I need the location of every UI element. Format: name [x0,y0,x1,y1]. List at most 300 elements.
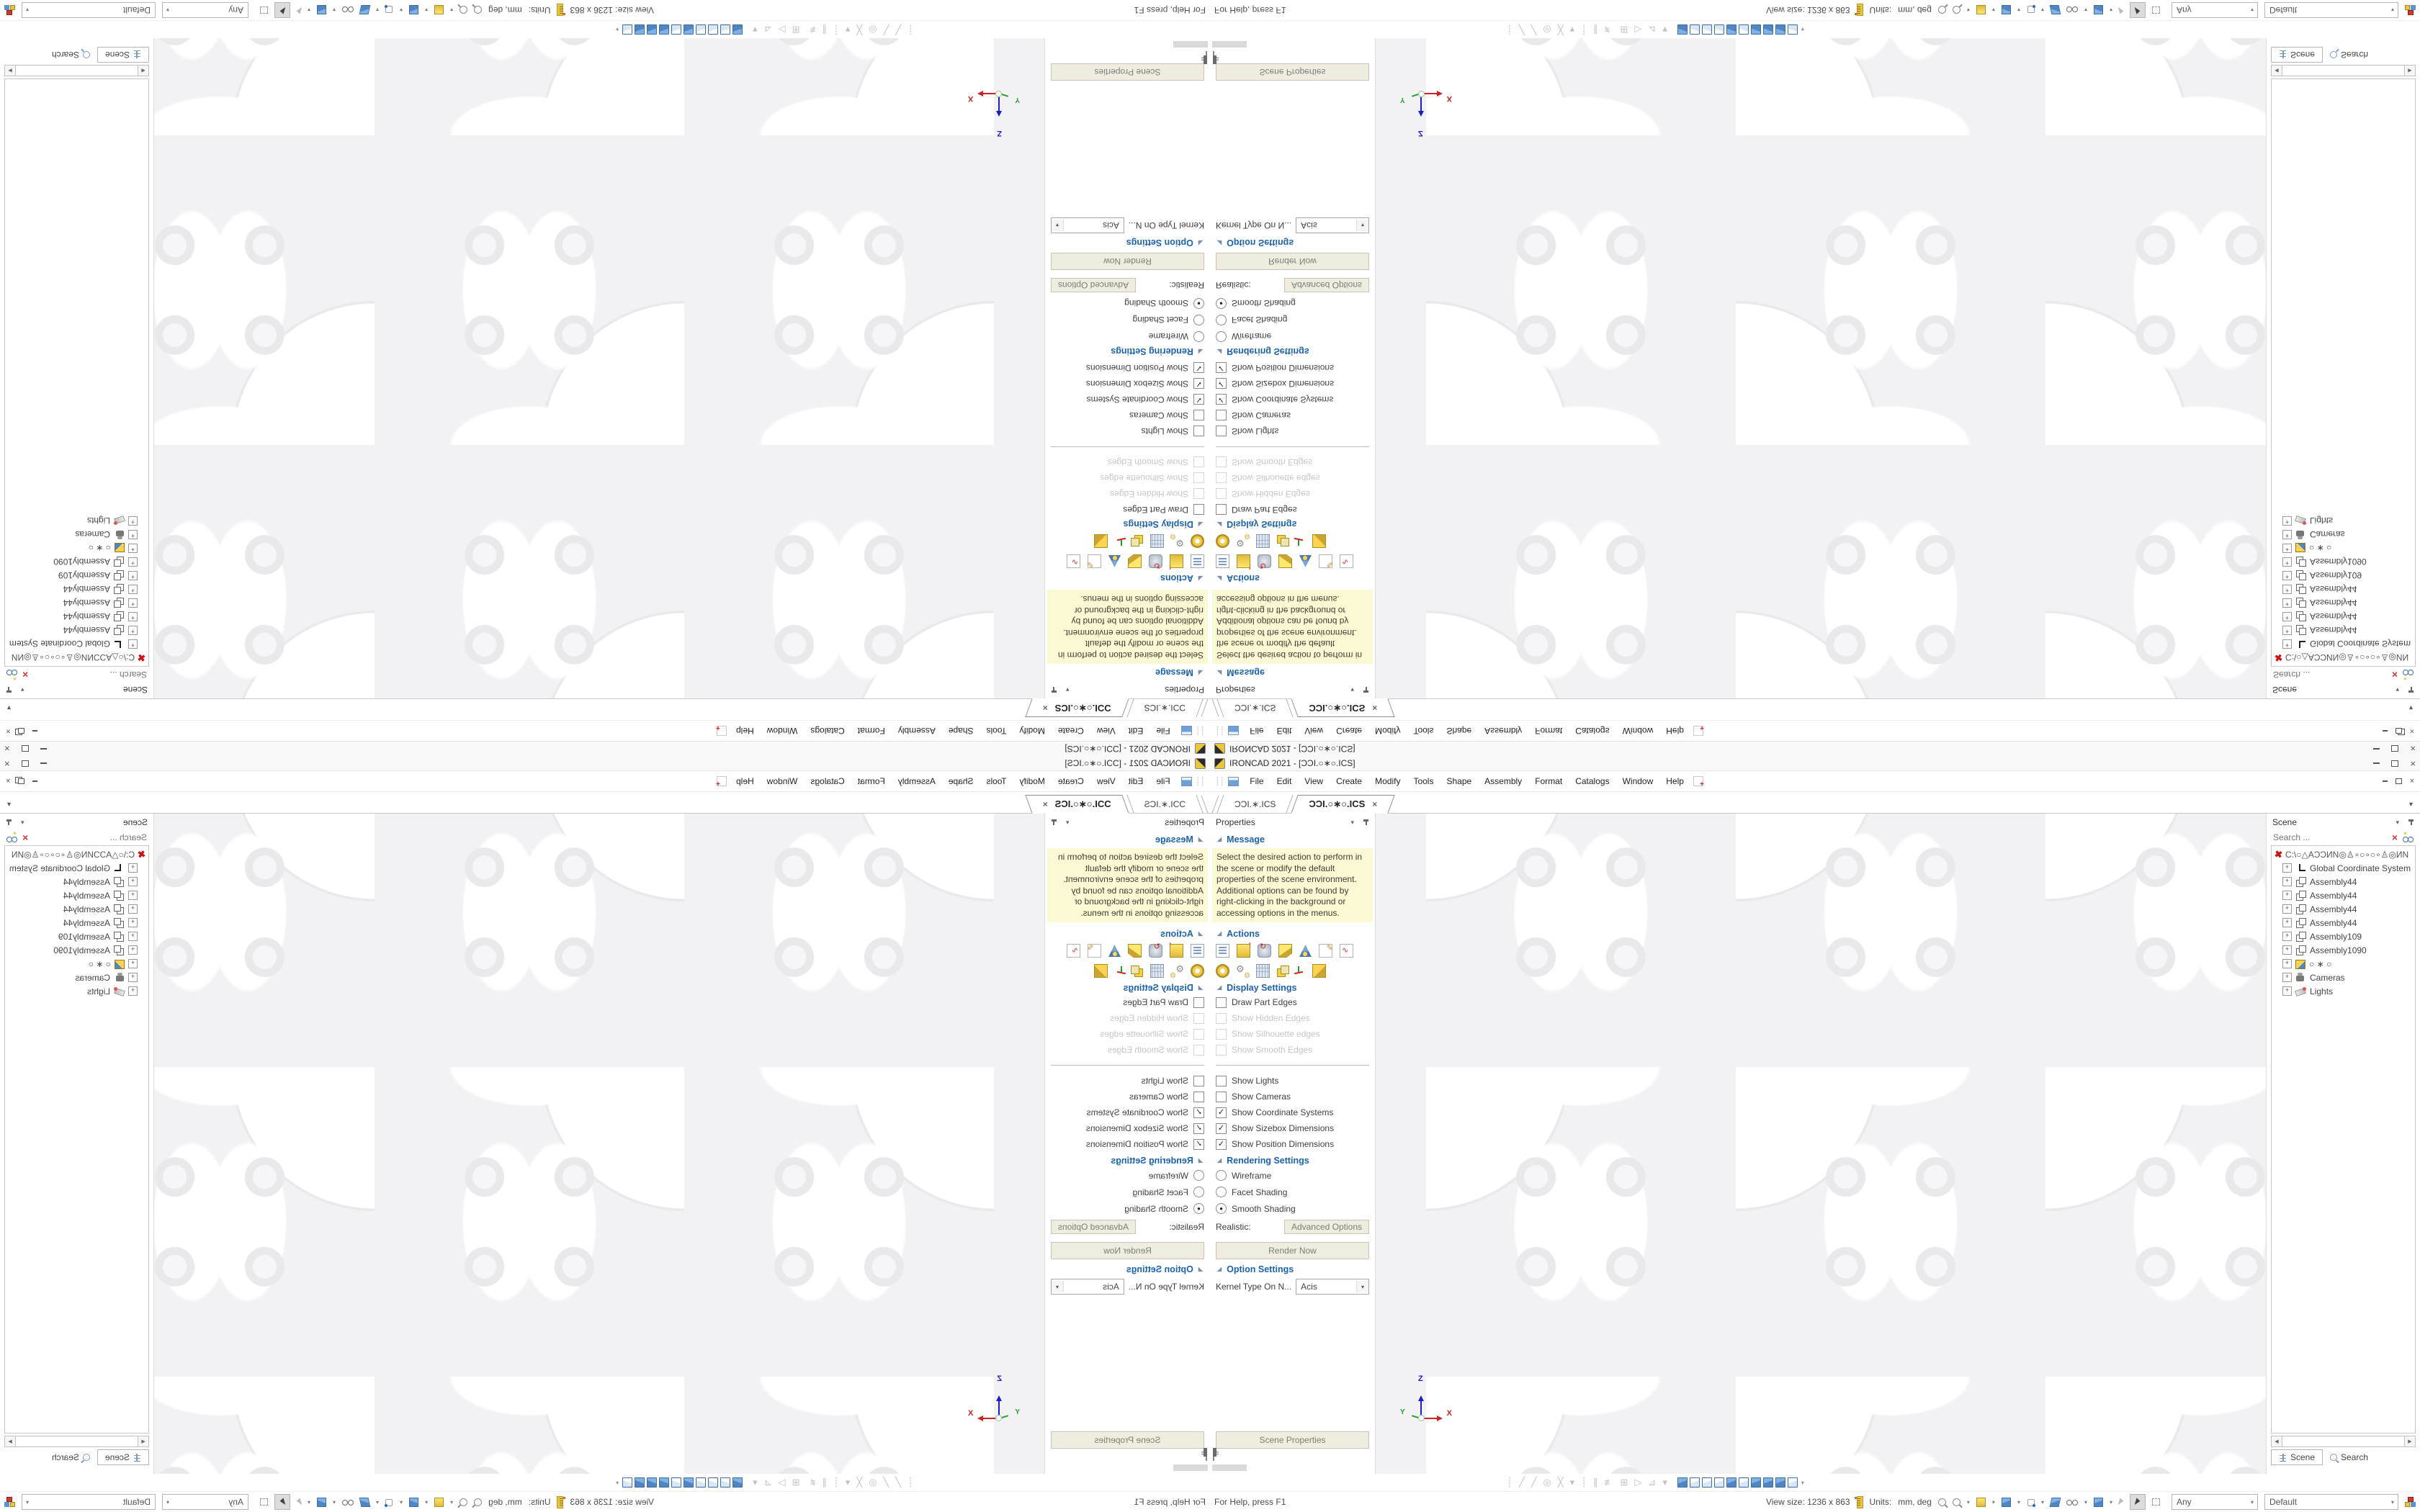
polyline-tool-icon[interactable]: ╱ [1531,24,1537,35]
expander-icon[interactable]: + [2282,959,2292,968]
view-cube-icon[interactable] [696,24,706,35]
ruler-icon[interactable] [1857,4,1863,17]
expander-icon[interactable]: + [2282,557,2292,567]
check-show-position-dimensions[interactable]: ✓ Show Position Dimensions [1045,1136,1210,1152]
tree-item-cameras[interactable]: + Cameras [6,971,144,984]
grid-table-icon[interactable] [1150,534,1164,548]
polyline-tool-icon[interactable]: ╱ [1531,1477,1537,1488]
pattern-tool-icon[interactable]: ≢ [1604,1477,1614,1488]
restore-icon[interactable] [22,746,29,752]
kernel-combo[interactable]: Acis ▾ [1051,217,1124,233]
tree-item-cameras[interactable]: + Cameras [6,528,144,541]
option-settings-header[interactable]: ◢ Option Settings [1126,238,1203,248]
radio-button[interactable] [1216,1187,1227,1197]
angle-tool-icon[interactable]: ⊿ [763,24,772,35]
panel-toggle-icon[interactable] [1213,1449,1214,1461]
add-window-icon[interactable] [1693,726,1703,736]
viewport-3d[interactable] [154,814,1044,1474]
view-cube-icon[interactable] [635,1477,645,1488]
menu-edit[interactable]: Edit [1128,776,1144,786]
checkbox[interactable] [1216,1092,1227,1102]
checkbox[interactable] [1193,426,1204,437]
message-section-header[interactable]: ◢ Message [1155,667,1203,678]
tree-item-part[interactable]: + ○ ∗ ○ [2276,957,2414,971]
view-cube-icon[interactable] [659,1477,669,1488]
view-cube-icon[interactable] [1763,24,1773,35]
kernel-combo[interactable]: Acis ▾ [1051,1279,1124,1295]
expander-icon[interactable]: + [128,891,138,900]
panel-toggle-icon[interactable] [1206,1449,1207,1461]
check-show-position-dimensions[interactable]: ✓ Show Position Dimensions [1210,360,1375,376]
document-icon[interactable] [1181,726,1192,736]
message-section-header[interactable]: ◢ Message [1217,667,1265,678]
grid-tool-icon[interactable]: ⊞ [1620,1477,1628,1488]
scroll-left-icon[interactable]: ◀ [138,66,149,77]
scene-properties-button[interactable]: Scene Properties [1051,1431,1204,1449]
menu-view[interactable]: View [1096,776,1116,786]
checkbox[interactable] [1193,1092,1204,1102]
view-cube-icon[interactable] [1739,24,1749,35]
radio-button[interactable]: ● [1216,298,1227,309]
view-cube-icon[interactable] [1751,1477,1761,1488]
panel-toggle-icon[interactable] [1213,51,1214,63]
view-cube-icon[interactable] [1702,24,1712,35]
tree-item-assembly[interactable]: + Assembly1090 [2276,943,2414,957]
viewport-3d[interactable] [1376,38,2266,698]
tree-root-item[interactable] [6,651,147,664]
pin-icon[interactable] [6,687,12,693]
chevron-down-icon[interactable]: ▾ [1356,220,1368,231]
chevron-down-icon[interactable]: ▾ [1966,6,1970,14]
render-now-button[interactable]: Render Now [1051,253,1204,270]
view-cube-icon[interactable] [1739,1477,1749,1488]
view-cube-icon[interactable] [635,24,645,35]
scene-properties-icon[interactable] [1191,944,1204,958]
triad-icon[interactable] [1293,535,1305,547]
revolve-icon[interactable] [1258,944,1271,958]
tab-document-2-active[interactable]: ƆƆI.○∗○.ICS × [1028,795,1126,813]
grid-tool-icon[interactable]: ⊞ [792,24,800,35]
view-cube-icon[interactable] [1714,24,1724,35]
radio-facet-shading[interactable]: Facet Shading [1045,312,1210,328]
shape-mode-icon[interactable] [409,6,418,15]
add-window-icon[interactable] [1693,776,1703,786]
menu-tools[interactable]: Tools [1413,776,1434,786]
chevron-down-icon[interactable]: ▾ [616,26,619,33]
view-cube-icon[interactable] [720,1477,730,1488]
flag-tool-icon[interactable]: ▷ [778,1477,786,1488]
circle-tool-icon[interactable]: ◎ [1543,24,1551,35]
radio-wireframe[interactable]: Wireframe [1210,328,1375,345]
angle-tool-icon[interactable]: ⊿ [1648,1477,1657,1488]
radio-smooth-shading[interactable]: ● Smooth Shading [1045,295,1210,312]
checkbox[interactable] [1216,410,1227,421]
edit-sketch-icon[interactable] [1088,944,1101,958]
tree-item-lights[interactable]: + Lights [6,514,144,528]
expander-icon[interactable]: + [128,986,138,996]
chevron-down-icon[interactable]: ▾ [2084,6,2087,14]
clear-search-icon[interactable]: × [22,669,29,680]
shape-mode-icon[interactable] [409,1498,418,1507]
resize-grip[interactable] [1173,1464,1208,1471]
glasses-icon[interactable] [342,1499,354,1506]
checkbox[interactable]: ✓ [1193,363,1204,374]
chevron-down-icon[interactable]: ▾ [2040,1498,2044,1506]
flag-tool-icon[interactable]: ▷ [1634,24,1642,35]
check-show-cameras[interactable]: Show Cameras [1210,408,1375,423]
menu-modify[interactable]: Modify [1019,726,1045,736]
checkbox[interactable] [1193,410,1204,421]
triad-icon[interactable] [1115,535,1127,547]
tree-item-assembly[interactable]: + Assembly44 [6,596,144,610]
view-cube-icon[interactable] [1702,1477,1712,1488]
part-block-icon[interactable] [1094,964,1108,978]
radio-smooth-shading[interactable]: ● Smooth Shading [1210,295,1375,312]
menu-format[interactable]: Format [1535,726,1563,736]
zoom-in-icon[interactable] [1938,6,1946,14]
chevron-down-icon[interactable]: ▾ [1569,24,1575,35]
expander-icon[interactable]: + [128,959,138,968]
expander-icon[interactable]: + [128,863,138,873]
filter-any-combo[interactable]: Any ▾ [162,1494,248,1510]
kernel-combo[interactable]: Acis ▾ [1296,1279,1369,1295]
hierarchy-icon[interactable] [2405,1497,2416,1507]
part-block-icon[interactable] [1094,534,1108,548]
search-input[interactable] [33,669,148,680]
menu-window[interactable]: Window [1622,776,1654,786]
chevron-down-icon[interactable]: ▾ [425,1498,429,1506]
menu-assembly[interactable]: Assembly [1484,726,1523,736]
expander-icon[interactable]: + [128,571,138,580]
spotlight-icon[interactable] [1108,945,1121,957]
view-cube-icon[interactable] [708,24,718,35]
expander-icon[interactable]: + [2282,598,2292,608]
tree-item-assembly[interactable]: + Assembly44 [2276,916,2414,930]
chevron-down-icon[interactable]: ▾ [1662,1477,1667,1488]
find-binoculars-icon[interactable] [2403,670,2415,680]
message-section-header[interactable]: ◢ Message [1217,834,1265,845]
point-tool-icon[interactable]: ╳ [856,1477,863,1488]
circle-tool-icon[interactable]: ◎ [869,24,877,35]
tab-document-1[interactable]: ƆƆI.∗.ICS [1220,699,1290,717]
tab-document-1[interactable]: ƆƆI.∗.ICS [1130,699,1200,717]
menu-edit[interactable]: Edit [1276,776,1292,786]
zoom-in-icon[interactable] [1938,1498,1946,1506]
clear-search-icon[interactable]: × [22,832,29,843]
pattern-tool-icon[interactable]: ≢ [1604,24,1614,35]
grid-table-icon[interactable] [1256,534,1270,548]
menu-edit[interactable]: Edit [1276,726,1292,736]
expander-icon[interactable]: + [128,530,138,539]
radio-facet-shading[interactable]: Facet Shading [1210,312,1375,328]
advanced-options-button[interactable]: Advanced Options [1051,278,1136,292]
checkbox[interactable]: ✓ [1216,1123,1227,1134]
point-tool-icon[interactable]: ╳ [1557,24,1564,35]
bend-icon[interactable] [1278,554,1292,568]
expander-icon[interactable]: + [2282,516,2292,526]
tab-close-icon[interactable]: × [1042,703,1048,714]
pattern-tool-icon[interactable]: ≢ [806,1477,816,1488]
menu-assembly[interactable]: Assembly [1484,776,1523,786]
mdi-close-icon[interactable]: × [2409,726,2414,736]
check-show-cameras[interactable]: Show Cameras [1045,1089,1210,1104]
extrude-icon[interactable] [1237,944,1250,958]
triad-icon[interactable] [1115,965,1127,977]
tab-close-icon[interactable]: × [1372,798,1378,809]
tree-item-assembly[interactable]: + Assembly44 [2276,875,2414,888]
chevron-down-icon[interactable]: ▾ [1991,6,1995,14]
edit-sketch-icon[interactable] [1319,554,1332,568]
tab-scene[interactable]: Scene [97,47,149,63]
washer-part-icon[interactable] [1191,534,1204,548]
radio-smooth-shading[interactable]: ● Smooth Shading [1210,1200,1375,1217]
gears-icon[interactable] [1237,535,1249,547]
graph-icon[interactable] [1340,554,1353,568]
chevron-down-icon[interactable]: ▾ [376,6,380,14]
ghost-cursor-icon[interactable] [296,6,302,14]
tree-root-item[interactable] [2273,651,2414,664]
scroll-track[interactable] [16,1436,138,1447]
graph-icon[interactable] [1340,944,1353,958]
actions-section-header[interactable]: ◢ Actions [1160,573,1203,583]
mdi-minimize-icon[interactable] [2383,780,2388,782]
revolve-icon[interactable] [1149,554,1162,568]
radio-button[interactable] [1216,331,1227,342]
view-cube-icon[interactable] [708,1477,718,1488]
tab-scene[interactable]: Scene [97,1449,149,1465]
scene-properties-icon[interactable] [1191,554,1204,568]
menu-modify[interactable]: Modify [1019,776,1045,786]
expander-icon[interactable]: + [128,904,138,914]
menu-catalogs[interactable]: Catalogs [810,776,845,786]
expander-icon[interactable]: + [2282,986,2292,996]
drag-handle-icon[interactable]: ┊┊ [1215,777,1225,786]
expander-icon[interactable]: + [128,626,138,635]
radio-facet-shading[interactable]: Facet Shading [1210,1184,1375,1200]
clear-search-icon[interactable]: × [2391,832,2398,843]
ruler-icon[interactable] [1857,1496,1863,1508]
viewport-3d[interactable] [1376,814,2266,1474]
tab-overflow-icon[interactable]: ▾ [7,703,12,711]
rendering-settings-header[interactable]: ◢ Rendering Settings [1111,1156,1203,1166]
mdi-close-icon[interactable]: × [6,776,11,786]
tab-document-1[interactable]: ƆƆI.∗.ICS [1220,795,1290,813]
view-cube-icon[interactable] [622,24,632,35]
tab-document-2-active[interactable]: ƆƆI.○∗○.ICS × [1294,699,1392,717]
menu-create[interactable]: Create [1336,776,1363,786]
menu-window[interactable]: Window [766,726,798,736]
sheet-mode-icon[interactable] [359,1498,371,1507]
config-default-combo[interactable]: Default ▾ [22,1494,156,1510]
sheet-mode-icon[interactable] [359,6,371,15]
zoom-out-icon[interactable] [460,1498,467,1506]
tree-item-assembly[interactable]: + Assembly44 [6,582,144,596]
part-block-icon[interactable] [1312,964,1326,978]
check-draw-part-edges[interactable]: Draw Part Edges [1045,502,1210,518]
tab-close-icon[interactable]: × [1042,798,1048,809]
anchor-snap-icon[interactable] [385,1498,393,1506]
check-draw-part-edges[interactable]: Draw Part Edges [1210,994,1375,1010]
tree-item-assembly[interactable]: + Assembly1090 [6,555,144,569]
check-show-sizebox-dimensions[interactable]: ✓ Show Sizebox Dimensions [1045,376,1210,392]
zoom-in-icon[interactable] [474,6,482,14]
view-cube-icon[interactable] [671,24,681,35]
radio-smooth-shading[interactable]: ● Smooth Shading [1045,1200,1210,1217]
mdi-close-icon[interactable]: × [2409,776,2414,786]
actions-section-header[interactable]: ◢ Actions [1217,573,1260,583]
view-cube-icon[interactable] [1775,1477,1785,1488]
sheet-mode-icon[interactable] [2050,1498,2061,1507]
find-binoculars-icon[interactable] [2403,833,2415,842]
check-show-lights[interactable]: Show Lights [1045,1073,1210,1089]
solid-mode-icon[interactable] [317,1498,326,1507]
solid-mode-icon[interactable] [2094,1498,2103,1507]
resize-grip[interactable] [1212,41,1247,48]
zoom-in-icon[interactable] [474,1498,482,1506]
radio-button[interactable] [1216,1170,1227,1181]
checkbox[interactable] [1193,997,1204,1008]
pin-icon[interactable] [1363,819,1369,826]
chevron-down-icon[interactable]: ▾ [1052,1281,1064,1292]
anchor-snap-icon[interactable] [2027,6,2035,14]
scroll-track[interactable] [16,66,138,77]
chevron-down-icon[interactable]: ▾ [1662,24,1667,35]
filter-any-combo[interactable]: Any ▾ [2172,2,2258,18]
pattern-tool-icon[interactable]: ≢ [806,24,816,35]
expander-icon[interactable]: + [128,918,138,927]
units-value[interactable]: mm, deg [1898,1497,1932,1507]
tab-overflow-icon[interactable]: ▾ [2408,801,2413,809]
expander-icon[interactable]: + [128,516,138,526]
chevron-down-icon[interactable]: ▾ [753,1477,758,1488]
expander-icon[interactable]: + [128,877,138,886]
bend-icon[interactable] [1128,554,1142,568]
ghost-cursor-icon[interactable] [296,1498,302,1506]
radio-button[interactable]: ● [1193,298,1204,309]
chevron-down-icon[interactable]: ▾ [1066,686,1070,694]
chevron-down-icon[interactable]: ▾ [1991,1498,1995,1506]
zoom-out-icon[interactable] [1953,1498,1960,1506]
tree-item-lights[interactable]: + Lights [2276,984,2414,998]
select-tool-button[interactable] [2130,2,2146,18]
pin-icon[interactable] [2408,687,2414,693]
view-cube-icon[interactable] [1763,1477,1773,1488]
tree-item-global-coordinate-system[interactable]: + Global Coordinate System [2276,861,2414,875]
mdi-minimize-icon[interactable] [32,780,37,782]
chevron-down-icon[interactable]: ▾ [308,1498,311,1506]
tab-overflow-icon[interactable]: ▾ [7,801,12,809]
mdi-restore-icon[interactable] [2396,728,2402,734]
checkbox[interactable]: ✓ [1216,379,1227,390]
checkbox[interactable] [1216,426,1227,437]
display-settings-header[interactable]: ◢ Display Settings [1217,983,1297,993]
horizontal-scrollbar[interactable] [4,1436,149,1446]
chevron-down-icon[interactable]: ▾ [2017,1498,2020,1506]
check-show-position-dimensions[interactable]: ✓ Show Position Dimensions [1210,1136,1375,1152]
select-tool-button[interactable] [274,2,290,18]
menu-shape[interactable]: Shape [1446,726,1472,736]
checkbox[interactable] [1193,505,1204,516]
angle-tool-icon[interactable]: ⊿ [763,1477,772,1488]
chevron-down-icon[interactable]: ▾ [2396,818,2399,826]
extrude-icon[interactable] [1170,554,1183,568]
tree-item-assembly[interactable]: + Assembly109 [6,930,144,943]
spotlight-icon[interactable] [1108,555,1121,567]
check-show-cameras[interactable]: Show Cameras [1210,1089,1375,1104]
graph-icon[interactable] [1067,944,1080,958]
menu-view[interactable]: View [1304,776,1324,786]
extrude-icon[interactable] [1237,554,1250,568]
partial-tab[interactable] [1201,699,1210,716]
tab-document-1[interactable]: ƆƆI.∗.ICS [1130,795,1200,813]
search-input[interactable] [2272,669,2387,680]
tree-item-lights[interactable]: + Lights [2276,514,2414,528]
expander-icon[interactable]: + [128,973,138,982]
line-tool-icon[interactable]: ╱ [1518,24,1525,35]
menu-help[interactable]: Help [736,776,754,786]
search-input[interactable] [33,832,148,843]
close-icon[interactable]: × [2410,743,2416,755]
menu-view[interactable]: View [1304,726,1324,736]
edit-sketch-icon[interactable] [1319,944,1332,958]
part-mode-icon[interactable] [434,6,444,15]
ruler-icon[interactable] [557,1496,563,1508]
tab-document-2-active[interactable]: ƆƆI.○∗○.ICS × [1028,699,1126,717]
restore-icon[interactable] [2391,760,2398,767]
display-settings-header[interactable]: ◢ Display Settings [1123,983,1203,993]
drag-handle-icon[interactable]: ┊┊ [1215,726,1225,735]
view-cube-icon[interactable] [732,1477,743,1488]
radio-button[interactable] [1193,1187,1204,1197]
minimize-icon[interactable] [40,762,47,764]
menu-create[interactable]: Create [1057,726,1084,736]
chevron-down-icon[interactable]: ▾ [400,1498,403,1506]
display-settings-header[interactable]: ◢ Display Settings [1217,519,1297,529]
line-tool-icon[interactable]: ╱ [895,1477,902,1488]
filter-any-combo[interactable]: Any ▾ [2172,1494,2258,1510]
option-settings-header[interactable]: ◢ Option Settings [1217,1264,1294,1274]
expander-icon[interactable]: + [2282,863,2292,873]
expander-icon[interactable]: + [128,544,138,553]
tree-item-part[interactable]: + ○ ∗ ○ [6,541,144,555]
hatch-tool-icon[interactable]: ∥ [822,24,827,35]
radio-button[interactable] [1193,1170,1204,1181]
scene-properties-icon[interactable] [1216,944,1229,958]
restore-icon[interactable] [2391,746,2398,752]
grid-tool-icon[interactable]: ⊞ [1620,24,1628,35]
scroll-track[interactable] [2282,66,2404,77]
expander-icon[interactable]: + [128,585,138,594]
actions-section-header[interactable]: ◢ Actions [1217,929,1260,939]
spotlight-icon[interactable] [1299,945,1312,957]
expander-icon[interactable]: + [128,932,138,941]
menu-tools[interactable]: Tools [986,776,1007,786]
expander-icon[interactable]: + [2282,571,2292,580]
menu-view[interactable]: View [1096,726,1116,736]
circle-tool-icon[interactable]: ◎ [1543,1477,1551,1488]
anchor-snap-icon[interactable] [385,6,393,14]
check-show-cameras[interactable]: Show Cameras [1045,408,1210,423]
panel-toggle-icon[interactable] [1206,51,1207,63]
tab-search[interactable]: Search [2323,1450,2375,1464]
tree-item-cameras[interactable]: + Cameras [2276,528,2414,541]
document-icon[interactable] [1228,726,1239,736]
filter-any-combo[interactable]: Any ▾ [162,2,248,18]
check-show-coordinate-systems[interactable]: ✓ Show Coordinate Systems [1045,1104,1210,1120]
tree-item-assembly[interactable]: + Assembly1090 [2276,555,2414,569]
menu-catalogs[interactable]: Catalogs [810,726,845,736]
mdi-close-icon[interactable]: × [6,726,11,736]
